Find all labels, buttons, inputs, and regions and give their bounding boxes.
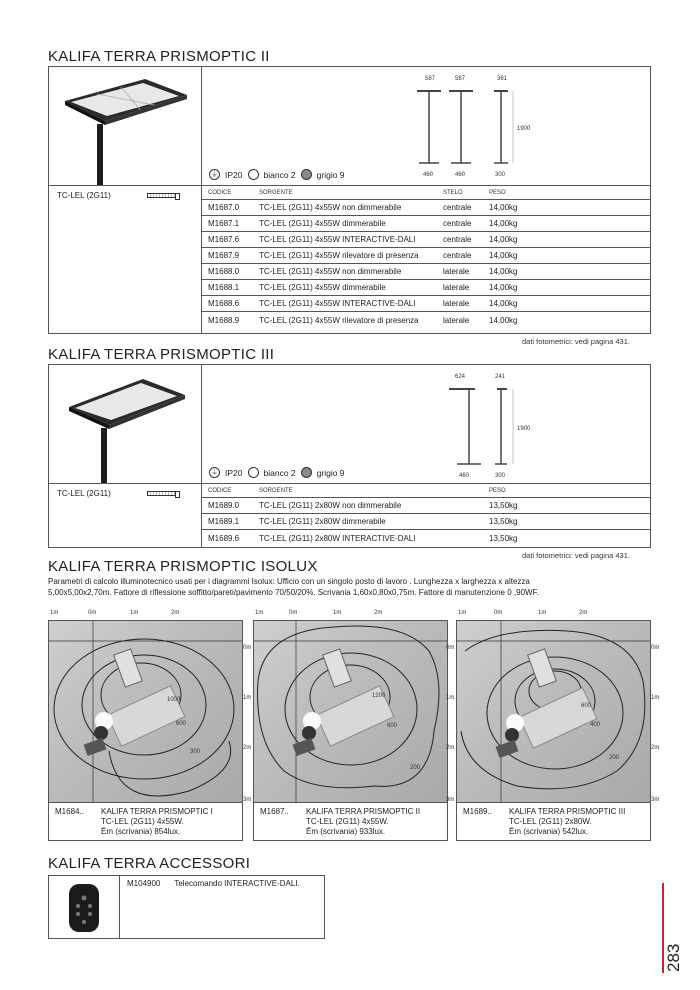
remote-control-icon	[63, 882, 105, 934]
isolux-label: 600	[176, 721, 187, 727]
isolux-parameters	[48, 577, 608, 598]
table-row: M1688.0 TC-LEL (2G11) 4x55W non dimmerabile laterale 14,00kg	[202, 264, 651, 280]
specs-row	[209, 169, 345, 180]
isolux-label: 600	[581, 703, 592, 709]
dim-width-2: 587	[455, 76, 466, 82]
color-label-white: bianco 2	[263, 169, 296, 180]
color-swatch-grey	[301, 467, 312, 478]
isolux-parameters-line-2: 5,00x5,00x2,70m. Fattore di riflessione soffitto/pareti/pavimento 70/50/20%. Scrivania 1,60x0,80x0,75m. Fattore di manutenzione 0 ,90WF.	[48, 587, 539, 597]
table-row: M1689.6 TC-LEL (2G11) 2x80W INTERACTIVE-DALI 13,50kg	[208, 533, 518, 543]
section-title-isolux: KALIFA TERRA PRISMOPTIC ISOLUX	[48, 558, 318, 575]
caption-code: M1689..	[463, 807, 492, 816]
table-row: M1687.6 TC-LEL (2G11) 4x55W INTERACTIVE-DALI centrale 14,00kg	[202, 232, 651, 248]
isolux-diagram-3	[456, 620, 651, 803]
section-title-accessori: KALIFA TERRA ACCESSORI	[48, 855, 251, 872]
fluorescent-tube-icon	[147, 193, 177, 198]
color-label-grey: grigio 9	[316, 169, 345, 180]
header-code: CODICE	[208, 189, 232, 196]
table-row: M1687.9 TC-LEL (2G11) 4x55W rilevatore di presenza centrale 14,00kg	[202, 248, 651, 264]
header-peso: PESO	[489, 487, 506, 494]
caption-code: M1687..	[260, 807, 289, 816]
isolux-diagram-2	[253, 620, 448, 803]
section-title-prismoptic-iii: KALIFA TERRA PRISMOPTIC III	[48, 346, 275, 363]
dimension-drawing	[439, 369, 559, 481]
header-stelo: STELO	[443, 189, 463, 196]
isolux-caption-3	[456, 803, 651, 841]
dim-base-1: 460	[459, 473, 470, 479]
photometric-note: dati fotometrici: vedi pagina 431.	[522, 551, 630, 560]
isolux-label: 1000	[167, 697, 181, 703]
dimension-drawing	[409, 71, 579, 183]
dim-width-1: 587	[425, 76, 436, 82]
header-peso: PESO	[489, 189, 506, 196]
accessory-description: Telecomando INTERACTIVE-DALI.	[174, 879, 300, 888]
accessory-box	[48, 875, 325, 939]
color-swatch-white	[248, 169, 259, 180]
table-row: M1688.1 TC-LEL (2G11) 4x55W dimmerabile laterale 14,00kg	[202, 280, 651, 296]
color-swatch-grey	[301, 169, 312, 180]
lamp-photo	[57, 373, 197, 483]
isolux-label: 200	[609, 755, 620, 761]
product-table	[202, 484, 651, 546]
header-source: SORGENTE	[259, 487, 293, 494]
isolux-label: 1200	[372, 693, 386, 699]
color-label-white: bianco 2	[263, 467, 296, 478]
dim-base-3: 300	[495, 172, 506, 178]
lamp-photo	[57, 75, 197, 185]
isolux-diagram-1	[48, 620, 243, 803]
isolux-label: 200	[410, 765, 421, 771]
product-box-prismoptic-iii	[48, 364, 651, 548]
ground-icon: ⏚	[211, 469, 218, 476]
ip-rating: IP20	[225, 467, 243, 478]
table-row: M1689.0 TC-LEL (2G11) 2x80W non dimmerabile 13,50kg	[202, 498, 651, 514]
dim-base-2: 460	[455, 172, 466, 178]
isolux-label: 300	[190, 749, 201, 755]
table-row: M1688.9 TC-LEL (2G11) 4x55W rilevatore di presenza laterale 14,00kg	[208, 315, 518, 325]
section-title-prismoptic-ii: KALIFA TERRA PRISMOPTIC II	[48, 48, 270, 65]
dim-base-1: 460	[423, 172, 434, 178]
caption-description: KALIFA TERRA PRISMOPTIC III TC-LEL (2G11) 2x80W. Ēm (scrivania) 542lux.	[509, 807, 626, 836]
table-row: M1687.1 TC-LEL (2G11) 4x55W dimmerabile centrale 14,00kg	[202, 216, 651, 232]
header-source: SORGENTE	[259, 189, 293, 196]
dim-height: 1900	[517, 126, 531, 132]
product-box-prismoptic-ii	[48, 66, 651, 334]
caption-description: KALIFA TERRA PRISMOPTIC II TC-LEL (2G11) 4x55W. Ēm (scrivania) 933lux.	[306, 807, 421, 836]
table-header	[202, 484, 651, 498]
photometric-note: dati fotometrici: vedi pagina 431.	[522, 337, 630, 346]
fluorescent-tube-icon	[147, 491, 177, 496]
accessory-code: M104900	[127, 879, 161, 888]
specs-row	[209, 467, 345, 478]
dim-width-1: 624	[455, 374, 466, 380]
product-table	[202, 186, 651, 328]
lamp-type-label: TC-LEL (2G11)	[57, 489, 111, 498]
dim-base-2: 300	[495, 473, 506, 479]
isolux-parameters-line-1: Parametri di calcolo illuminotecnico usati per i diagrammi Isolux: Ufficio con un singolo posto di lavoro . Lunghezza x larghezza x altezza	[48, 577, 530, 586]
table-row: M1688.6 TC-LEL (2G11) 4x55W INTERACTIVE-DALI laterale 14,00kg	[202, 296, 651, 312]
caption-code: M1684..	[55, 807, 84, 816]
color-label-grey: grigio 9	[316, 467, 345, 478]
dim-width-3: 361	[497, 76, 508, 82]
isolux-caption-2	[253, 803, 448, 841]
table-row: M1687.0 TC-LEL (2G11) 4x55W non dimmerabile centrale 14,00kg	[202, 200, 651, 216]
dim-height: 1900	[517, 426, 531, 432]
isolux-label: 400	[590, 722, 601, 728]
dim-width-2: 241	[495, 374, 506, 380]
lamp-type-label: TC-LEL (2G11)	[57, 191, 111, 200]
ground-icon: ⏚	[211, 171, 218, 178]
table-row: M1689.1 TC-LEL (2G11) 2x80W dimmerabile 13,50kg	[202, 514, 651, 530]
page-number: 283	[664, 943, 683, 972]
table-header	[202, 186, 651, 200]
color-swatch-white	[248, 467, 259, 478]
isolux-caption-1	[48, 803, 243, 841]
accessory-row	[127, 879, 300, 888]
ip-rating: IP20	[225, 169, 243, 180]
isolux-label: 600	[387, 723, 398, 729]
caption-description: KALIFA TERRA PRISMOPTIC I TC-LEL (2G11) 4x55W. Ēm (scrivania) 854lux.	[101, 807, 213, 836]
header-code: CODICE	[208, 487, 232, 494]
